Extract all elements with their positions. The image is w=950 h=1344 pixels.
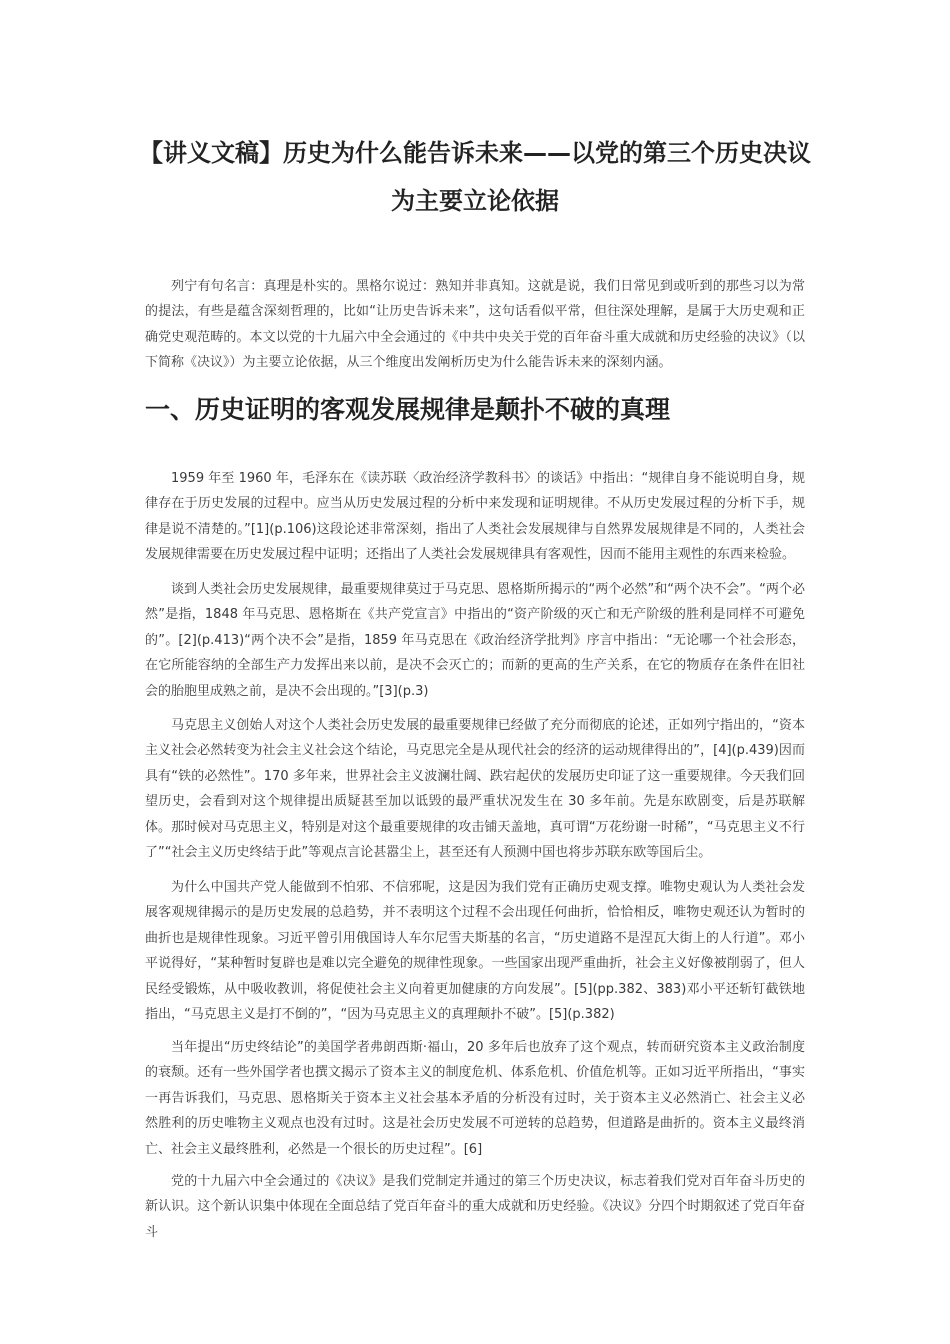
body-paragraph: 1959 年至 1960 年，毛泽东在《读苏联〈政治经济学教科书〉的谈话》中指出：“规律自身不能说明自身，规律存在于历史发展的过程中。应当从历史发展过程的分析中来发现和证明规律。不从历史发展过程的分析下手，规律是说不清楚的。”[1](p.106)这段论述非常深刻，指出了人类社会发展规律与自然界发展规律是不同的，人类社会发展规律需要在历史发展过程中证明；还指出了人类社会发展规律具有客观性，因而不能用主观性的东西来检验。 <box>145 471 805 563</box>
intro-paragraph: 列宁有句名言：真理是朴实的。黑格尔说过：熟知并非真知。这就是说，我们日常见到或听到的那些习以为常的提法，有些是蕴含深刻哲理的，比如“让历史告诉未来”，这句话看似平常，但往深处理解，是属于大历史观和正确党史观范畴的。本文以党的十九届六中全会通过的《中共中央关于党的百年奋斗重大成就和历史经验的决议》（以下简称《决议》）为主要立论依据，从三个维度出发阐析历史为什么能告诉未来的深刻内涵。 <box>145 279 805 371</box>
body-paragraph: 当年提出“历史终结论”的美国学者弗朗西斯·福山，20 多年后也放弃了这个观点，转而研究资本主义政治制度的衰颓。还有一些外国学者也撰文揭示了资本主义的制度危机、体系危机、价值危机等。正如习近平所指出，“事实一再告诉我们，马克思、恩格斯关于资本主义社会基本矛盾的分析没有过时，关于资本主义必然消亡、社会主义必然胜利的历史唯物主义观点也没有过时。这是社会历史发展不可逆转的总趋势，但道路是曲折的。资本主义最终消亡、社会主义最终胜利，必然是一个很长的历史过程”。[6] <box>145 1040 805 1157</box>
section-heading-1: 一、历史证明的客观发展规律是颠扑不破的真理 <box>145 395 671 424</box>
document-title-line-2: 为主要立论依据 <box>391 187 559 215</box>
body-paragraph: 为什么中国共产党人能做到不怕邪、不信邪呢，这是因为我们党有正确历史观支撑。唯物史观认为人类社会发展客观规律揭示的是历史发展的总趋势，并不表明这个过程不会出现任何曲折，恰恰相反，唯物史观还认为暂时的曲折也是规律性现象。习近平曾引用俄国诗人车尔尼雪夫斯基的名言，“历史道路不是涅瓦大街上的人行道”。邓小平说得好，“某种暂时复辟也是难以完全避免的规律性现象。一些国家出现严重曲折，社会主义好像被削弱了，但人民经受锻炼，从中吸收教训，将促使社会主义向着更加健康的方向发展”。[5](pp.382、383)邓小平还斩钉截铁地指出，“马克思主义是打不倒的”，“因为马克思主义的真理颠扑不破”。[5](p.382) <box>145 880 805 1023</box>
body-paragraph: 党的十九届六中全会通过的《决议》是我们党制定并通过的第三个历史决议，标志着我们党对百年奋斗历史的新认识。这个新认识集中体现在全面总结了党百年奋斗的重大成就和历史经验。《决议》分四个时期叙述了党百年奋斗 <box>145 1174 805 1240</box>
body-paragraph: 谈到人类社会历史发展规律，最重要规律莫过于马克思、恩格斯所揭示的“两个必然”和“两个决不会”。“两个必然”是指，1848 年马克思、恩格斯在《共产党宣言》中指出的“资产阶级的灭亡和无产阶级的胜利是同样不可避免的”。[2](p.413)“两个决不会”是指，1859 年马克思在《政治经济学批判》序言中指出：“无论哪一个社会形态，在它所能容纳的全部生产力发挥出来以前，是决不会灭亡的；而新的更高的生产关系，在它的物质存在条件在旧社会的胎胞里成熟之前，是决不会出现的。”[3](p.3) <box>145 582 805 699</box>
document-title-line-1: 【讲义文稿】历史为什么能告诉未来——以党的第三个历史决议 <box>139 139 811 167</box>
body-paragraph: 马克思主义创始人对这个人类社会历史发展的最重要规律已经做了充分而彻底的论述，正如列宁指出的，“资本主义社会必然转变为社会主义社会这个结论，马克思完全是从现代社会的经济的运动规律得出的”，[4](p.439)因而具有“铁的必然性”。170 多年来，世界社会主义波澜壮阔、跌宕起伏的发展历史印证了这一重要规律。今天我们回望历史，会看到对这个规律提出质疑甚至加以诋毁的最严重状况发生在 30 多年前。先是东欧剧变，后是苏联解体。那时候对马克思主义，特别是对这个最重要规律的攻击铺天盖地，真可谓“万花纷谢一时稀”，“马克思主义不行了”“社会主义历史终结于此”等观点言论甚嚣尘上，甚至还有人预测中国也将步苏联东欧等国后尘。 <box>145 718 805 861</box>
